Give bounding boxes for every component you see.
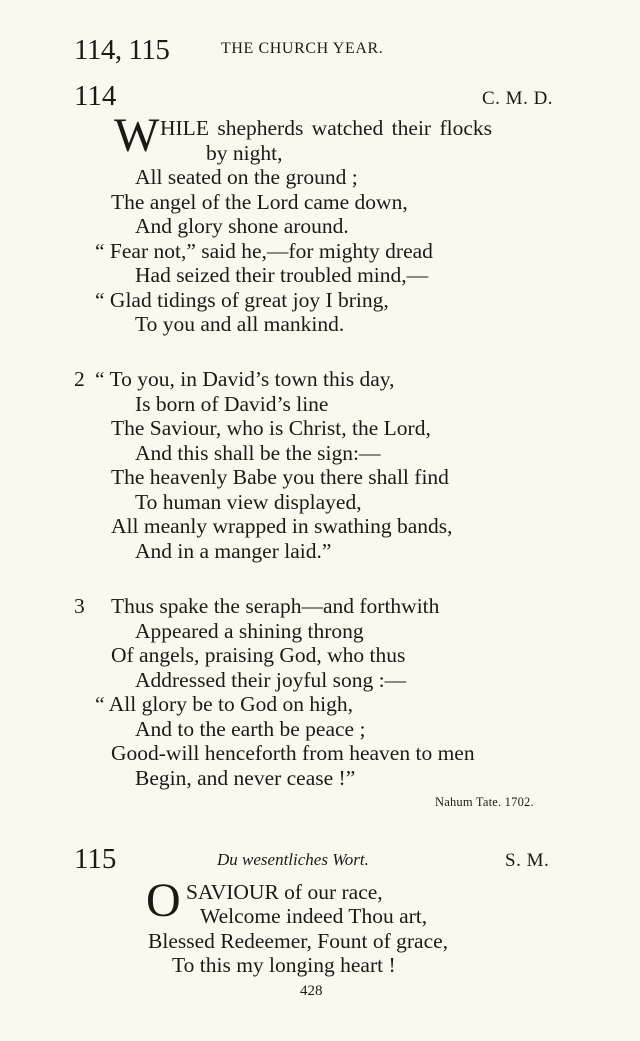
hymn-114-first-line: HILE shepherds watched their flocks [160,116,493,140]
hymn-115-number: 115 [74,843,117,875]
verse-line: And this shall be the sign:— [135,440,381,465]
verse-line: “ Fear not,” said he,—for mighty dread [95,238,433,263]
hymn-114-first-line-cont: by night, [206,141,283,165]
verse-line: Of angels, praising God, who thus [111,643,406,667]
hymn-114-drop-cap: W [114,109,160,162]
hymn-114-author: Nahum Tate. 1702. [435,795,534,809]
stanza-2-number: 2 [74,367,85,391]
verse-line: Is born of David’s line [135,391,329,416]
running-header-title: THE CHURCH YEAR. [221,40,384,57]
verse-line: Had seized their troubled mind,— [135,263,429,287]
verse-line: The heavenly Babe you there shall find [111,465,449,489]
hymn-115-stanza-1 [148,904,448,978]
running-header-numbers: 114, 115 [74,34,170,66]
hymn-114-stanza-2 [95,367,453,563]
verse-line: And in a manger laid.” [135,538,332,563]
page-number: 428 [300,983,323,999]
hymn-115-meter: S. M. [505,850,550,871]
verse-line: To human view displayed, [135,489,362,514]
verse-line: Begin, and never cease !” [135,765,356,790]
verse-line: “ To you, in David’s town this day, [95,367,395,391]
hymn-115-tune-name: Du wesentliches Wort. [217,850,369,869]
verse-line: The Saviour, who is Christ, the Lord, [111,416,431,440]
verse-line: Appeared a shining throng [135,618,364,643]
verse-line: Thus spake the seraph—and forthwith [111,594,440,618]
verse-line: All seated on the ground ; [135,165,358,189]
hymn-114-number: 114 [74,80,117,112]
stanza-3-number: 3 [74,594,85,618]
verse-line: To you and all mankind. [135,312,345,336]
verse-line: “ Glad tidings of great joy I bring, [95,287,389,312]
verse-line: Good-will henceforth from heaven to men [111,741,475,765]
verse-line: And glory shone around. [135,214,349,238]
verse-line: All meanly wrapped in swathing bands, [111,514,453,538]
verse-line: The angel of the Lord came down, [111,189,408,214]
hymn-114-meter: C. M. D. [482,88,554,109]
verse-line: Welcome indeed Thou art, [200,904,428,928]
hymn-114-stanza-1 [95,165,433,337]
hymn-114-stanza-3 [95,594,475,790]
hymn-115-drop-cap: O [146,874,181,927]
hymn-115-first-line: SAVIOUR of our race, [186,880,383,904]
verse-line: “ All glory be to God on high, [95,692,353,716]
verse-line: To this my longing heart ! [172,953,396,977]
verse-line: And to the earth be peace ; [135,716,366,741]
verse-line: Addressed their joyful song :— [135,667,407,692]
verse-line: Blessed Redeemer, Fount of grace, [148,928,449,953]
